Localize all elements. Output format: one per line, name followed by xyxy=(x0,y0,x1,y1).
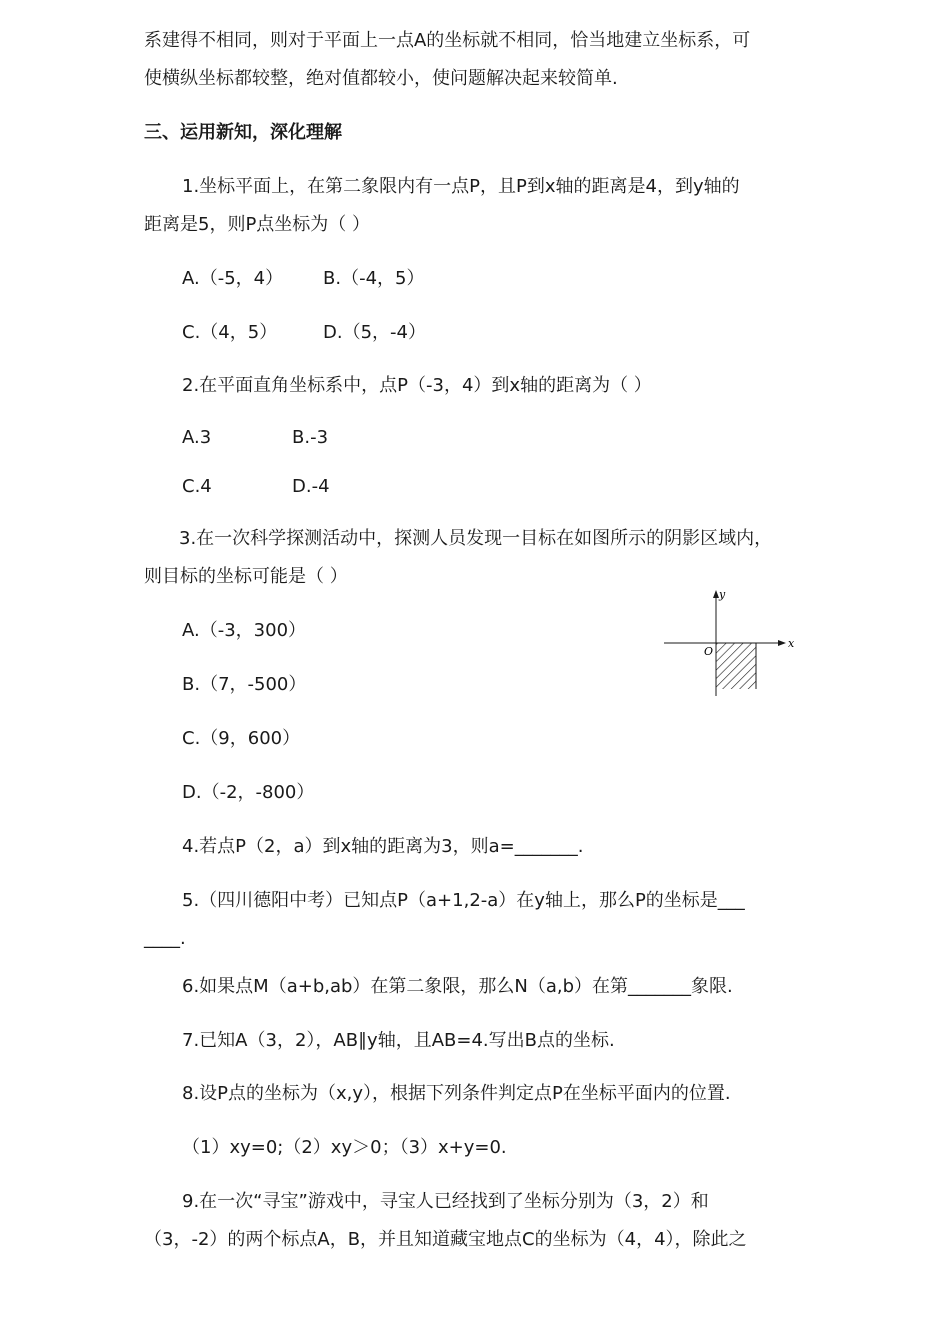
q8-conditions: （1）xy=0;（2）xy＞0；（3）x+y=0. xyxy=(182,1137,507,1158)
q3-option-c: C.（9，600） xyxy=(182,728,301,749)
q1-option-d: D.（5，-4） xyxy=(323,322,426,343)
q5-stem-line-2: ____. xyxy=(144,928,186,949)
q3-option-a: A.（-3，300） xyxy=(182,620,307,641)
x-axis-label: x xyxy=(788,637,794,650)
q3-stem-line-1: 3.在一次科学探测活动中，探测人员发现一目标在如图所示的阴影区域内， xyxy=(179,528,773,549)
q2-option-d: D.-4 xyxy=(292,476,330,497)
q2-option-a: A.3 xyxy=(182,427,212,448)
intro-line-1: 系建得不相同，则对于平面上一点A的坐标就不相同，恰当地建立坐标系，可 xyxy=(144,30,751,51)
x-axis-arrow-icon xyxy=(778,640,786,646)
q4-stem: 4.若点P（2，a）到x轴的距离为3，则a=_______. xyxy=(182,836,584,857)
q3-option-d: D.（-2，-800） xyxy=(182,782,315,803)
q9-stem-line-1: 9.在一次“寻宝”游戏中，寻宝人已经找到了坐标分别为（3，2）和 xyxy=(182,1191,709,1212)
q1-stem-line-1: 1.坐标平面上，在第二象限内有一点P，且P到x轴的距离是4，到y轴的 xyxy=(182,176,740,197)
origin-label: O xyxy=(704,645,714,658)
q1-option-b: B.（-4，5） xyxy=(323,268,425,289)
section-heading: 三、运用新知，深化理解 xyxy=(144,122,342,143)
q9-stem-line-2: （3，-2）的两个标点A，B，并且知道藏宝地点C的坐标为（4，4），除此之 xyxy=(144,1229,747,1250)
shaded-region-fourth-quadrant xyxy=(716,643,756,689)
q8-stem: 8.设P点的坐标为（x,y），根据下列条件判定点P在坐标平面内的位置. xyxy=(182,1083,731,1104)
y-axis-label: y xyxy=(719,588,726,601)
q1-option-a: A.（-5，4） xyxy=(182,268,284,289)
intro-line-2: 使横纵坐标都较整，绝对值都较小，使问题解决起来较简单. xyxy=(144,68,618,89)
q2-option-c: C.4 xyxy=(182,476,212,497)
q1-stem-line-2: 距离是5，则P点坐标为（ ） xyxy=(144,214,371,235)
q3-coordinate-figure xyxy=(664,586,794,702)
q5-stem-line-1: 5.（四川德阳中考）已知点P（a+1,2-a）在y轴上，那么P的坐标是___ xyxy=(182,890,745,911)
q6-stem: 6.如果点M（a+b,ab）在第二象限，那么N（a,b）在第_______象限. xyxy=(182,976,733,997)
q7-stem: 7.已知A（3，2），AB∥y轴，且AB=4.写出B点的坐标. xyxy=(182,1030,615,1051)
q2-option-b: B.-3 xyxy=(292,427,329,448)
q3-stem-line-2: 则目标的坐标可能是（ ） xyxy=(144,566,348,587)
q3-option-b: B.（7，-500） xyxy=(182,674,307,695)
q1-option-c: C.（4，5） xyxy=(182,322,278,343)
q2-stem: 2.在平面直角坐标系中，点P（-3，4）到x轴的距离为（ ） xyxy=(182,375,652,396)
